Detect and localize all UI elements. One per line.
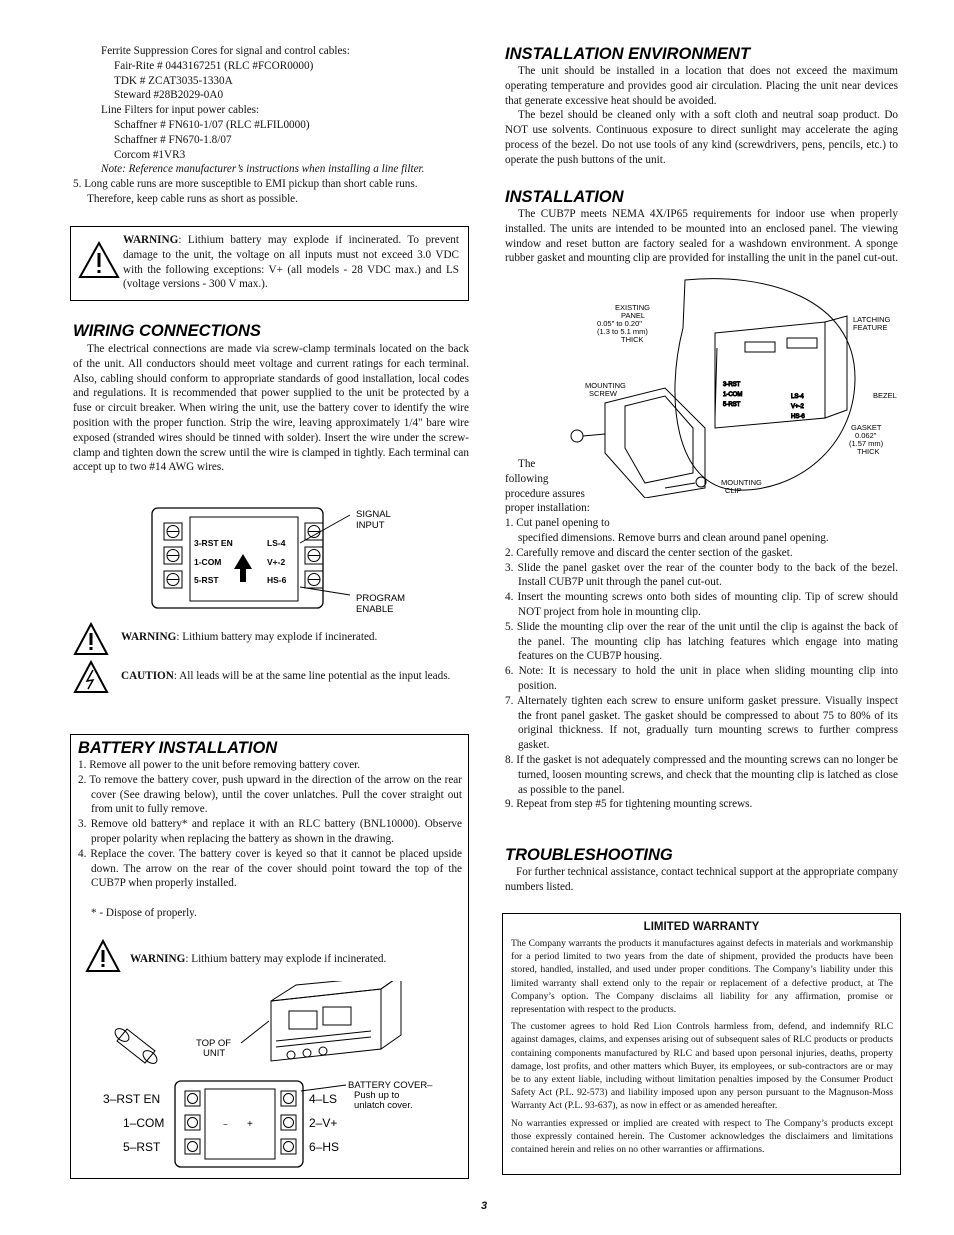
- svg-text:LS-4: LS-4: [791, 394, 804, 400]
- line-filter-header: Line Filters for input power cables:: [101, 104, 260, 117]
- intro-line: The: [518, 458, 536, 470]
- existing-panel-label: (1.3 to 5.1 mm): [597, 327, 648, 336]
- mounting-clip-label: CLIP: [725, 486, 742, 495]
- ferrite-item: TDK # ZCAT3035-1330A: [114, 74, 233, 87]
- battery-step: 3. Remove old battery* and replace it with an RLC battery (BNL10000). Observe proper polarity when replacing the battery as shown in the drawing.: [78, 818, 462, 845]
- environment-p2: The bezel should be cleaned only with a soft cloth and neutral soap product. Do NOT use solvents. Continuous exposure to direct sunlight may accelerate the aging process of the bezel. Do not use tools of any kind (screwdrivers, pens, pencils, etc.) to operate the push buttons of the unit.: [505, 109, 898, 166]
- intro-line: procedure assures: [505, 487, 585, 500]
- gasket-label: (1.57 mm): [849, 439, 884, 448]
- battery-step: 2. To remove the battery cover, push upward in the direction of the arrow on the rear cover (See drawing below), until the cover unlatches. Pull the cover straight out from unit to fully remove.: [78, 773, 462, 816]
- line-filter-item: Corcom #1VR3: [114, 148, 186, 161]
- warning-triangle-icon: [78, 241, 120, 279]
- wiring-body: The electrical connections are made via screw-clamp terminals located on the back of the unit. All conductors should meet voltage and current ratings for each terminal. Also, cabling should conform to appropriate standards of good installation, local codes and regulations. It is recommended that power supplied to the unit be protected by a fuse or circuit breaker. When wiring the unit, use the battery cover to identify the wire position with the proper function. Strip the wire, leaving approximately 1/4" bare wire exposed (stranded wires should be tinned with solder). Insert the wire under the screw-clamp and tighten down the screw until the wire is clamped in tightly. Each terminal can accept up to two #14 AWG wires.: [73, 343, 469, 474]
- limited-warranty-box: [502, 913, 901, 1175]
- battery-term-label: 6–HS: [309, 1140, 340, 1154]
- bezel-label: BEZEL: [873, 391, 897, 400]
- svg-text:V+-2: V+-2: [791, 404, 804, 410]
- svg-text:1-COM: 1-COM: [723, 392, 743, 398]
- warning-box: [70, 226, 469, 301]
- installation-step: 9. Repeat from step #5 for tightening mounting screws.: [505, 798, 753, 811]
- svg-text:5-RST: 5-RST: [723, 402, 741, 408]
- caution-text: : All leads will be at the same line potential as the input leads.: [173, 670, 451, 682]
- gasket-label: GASKET: [851, 423, 882, 432]
- installation-step: 2. Carefully remove and discard the center section of the gasket.: [505, 546, 793, 559]
- warning-label: WARNING: [121, 631, 177, 643]
- wiring-diagram: [150, 505, 420, 620]
- top-of-unit-label: UNIT: [203, 1048, 226, 1059]
- warning-triangle-icon: [73, 622, 109, 656]
- existing-panel-label: THICK: [621, 335, 644, 344]
- intro-line: following: [505, 472, 549, 485]
- existing-panel-label: EXISTING: [615, 303, 651, 312]
- environment-p1: The unit should be installed in a location that does not exceed the maximum operating temperature and provides good air circulation. Placing the unit near devices that generate excessive heat should be avoided.: [505, 65, 898, 107]
- battery-cover-label: unlatch cover.: [354, 1100, 413, 1111]
- warning-triangle-icon: [85, 939, 121, 973]
- battery-footnote: * - Dispose of properly.: [91, 907, 197, 920]
- troubleshooting-body: For further technical assistance, contact technical support at the appropriate company numbers listed.: [505, 866, 898, 893]
- existing-panel-label: PANEL: [621, 311, 646, 320]
- page-number: 3: [481, 1200, 488, 1212]
- mounting-screw-label: MOUNTING: [585, 381, 626, 390]
- warning-label: WARNING: [130, 953, 186, 965]
- mounting-screw-label: SCREW: [589, 389, 617, 398]
- line-filter-item: Schaffner # FN610-1/07 (RLC #LFIL0000): [114, 118, 310, 131]
- battery-term-label: 5–RST: [123, 1140, 161, 1154]
- svg-text:3-RST: 3-RST: [723, 382, 741, 388]
- svg-text:HS-6: HS-6: [791, 414, 805, 420]
- arrow-up-icon: [234, 554, 252, 582]
- battery-term-label: 4–LS: [309, 1092, 338, 1106]
- warning-label: WARNING: [123, 234, 179, 246]
- installation-step-1-cont: specified dimensions. Remove burrs and clean around panel opening.: [518, 532, 829, 544]
- wiring-caution: [121, 669, 469, 684]
- wiring-label-hs-6: HS-6: [267, 575, 287, 585]
- signal-input-callout: INPUT: [356, 520, 385, 531]
- ferrite-item: Fair-Rite # 0443167251 (RLC #FCOR0000): [114, 59, 314, 72]
- troubleshooting-heading: TROUBLESHOOTING: [505, 846, 673, 864]
- environment-heading: INSTALLATION ENVIRONMENT: [505, 45, 751, 63]
- battery-cover-label: BATTERY COVER–: [348, 1080, 433, 1091]
- installation-step: 7. Alternately tighten each screw to ensure uniform gasket pressure. Visually inspect the front panel gasket. The gasket should be compressed to about 75 to 80% of its original thickness. If not, gradually turn mounting screws to further compress gasket.: [505, 694, 898, 752]
- mounting-clip-label: MOUNTING: [721, 478, 762, 487]
- battery-step: 4. Replace the cover. The battery cover is keyed so that it cannot be placed upside down. The arrow on the rear of the cover should point toward the top of the CUB7P when properly installed.: [78, 847, 462, 890]
- installation-step: 8. If the gasket is not adequately compressed and the mounting screws can no longer be turned, loosen mounting screws, and check that the mounting clip is latched as close as possible to the panel.: [505, 753, 898, 796]
- polarity-minus-icon: −: [223, 1120, 228, 1129]
- top-of-unit-label: TOP OF: [196, 1038, 232, 1049]
- installation-p1: The CUB7P meets NEMA 4X/IP65 requirements for indoor use when properly installed. The units are intended to be mounted into an enclosed panel. The viewing window and reset button are factory sealed for a washdown environment. A sponge rubber gasket and mounting clip are provided for installing the unit in the panel cut-out.: [505, 208, 899, 265]
- intro-line: proper installation:: [505, 502, 590, 515]
- existing-panel-label: 0.05" to 0.20": [597, 319, 642, 328]
- program-enable-callout: PROGRAM: [356, 593, 406, 604]
- wiring-label-v-2: V+-2: [267, 557, 286, 567]
- installation-section: [505, 187, 898, 266]
- program-enable-callout: ENABLE: [356, 604, 394, 615]
- wiring-warning: [121, 630, 469, 645]
- warning-box-text: [123, 233, 459, 292]
- warranty-p2: The customer agrees to hold Red Lion Controls harmless from, defend, and indemnify RLC against damages, claims, and expenses arising out of subsequent sales of RLC products or products containing components manufactured by RLC and based upon personal injuries, deaths, property damage, lost profits, and other matters which Buyer, its employees, or sub-contractors are or may be to any extent liable, including without limitation penalties imposed by the Consumer Product Safety Act (P.L. 92-573) and liability imposed upon any person pursuant to the Magnuson-Moss Warranty Act (P.L. 93-637), as now in effect or as amended hereafter.: [511, 1021, 893, 1112]
- polarity-plus-icon: +: [247, 1119, 253, 1130]
- line-filter-note: Note: Reference manufacturer’s instructions when installing a line filter.: [101, 163, 425, 176]
- wiring-heading: WIRING CONNECTIONS: [73, 322, 261, 340]
- gasket-label: 0.062": [855, 431, 877, 440]
- ferrite-item: Steward #28B2029-0A0: [114, 89, 224, 102]
- installation-step-1: 1. Cut panel opening to: [505, 517, 610, 530]
- installation-step: 6. Note: It is necessary to hold the unit in place when sliding mounting clip into position.: [505, 665, 898, 692]
- battery-term-label: 3–RST EN: [103, 1092, 161, 1106]
- battery-installation-box: [70, 734, 469, 1179]
- item-5-line-2: Therefore, keep cable runs as short as possible.: [87, 192, 298, 205]
- signal-input-callout: SIGNAL: [356, 509, 391, 520]
- gasket-label: THICK: [857, 447, 880, 456]
- warranty-title: LIMITED WARRANTY: [643, 921, 760, 933]
- installation-step: 5. Slide the mounting clip over the rear of the unit until the clip is against the back of the panel. The mounting clip has latching features which engage into mating features on the CUB7P housing.: [505, 620, 898, 663]
- wiring-label-1-com: 1-COM: [194, 557, 222, 567]
- battery-heading: BATTERY INSTALLATION: [78, 739, 278, 757]
- troubleshooting-section: [505, 845, 898, 895]
- installation-step: 3. Slide the panel gasket over the rear of the counter body to the back of the bezel. Install CUB7P unit through the panel cut-out.: [505, 561, 898, 589]
- latching-feature-label: FEATURE: [853, 323, 888, 332]
- battery-term-label: 1–COM: [123, 1116, 165, 1130]
- battery-diagram: [101, 981, 463, 1175]
- electric-shock-icon: [73, 660, 109, 694]
- installation-intro: [505, 457, 645, 531]
- warranty-p1: The Company warrants the products it manufactures against defects in materials and workmanship for a period limited to two years from the date of shipment, provided the products have been stored, handled, installed, and used under proper conditions. The Company’s liability under this limited warranty shall extend only to the repair or replacement of a defective product, at The Company’s option. The Company disclaims all liability for any affirmation, promise or representation with respect to the products.: [511, 938, 893, 1016]
- battery-warning: [130, 952, 460, 967]
- wiring-section: [73, 321, 469, 475]
- warning-text: : Lithium battery may explode if incinerated.: [185, 953, 387, 965]
- latching-feature-label: LATCHING: [853, 315, 891, 324]
- ferrite-header: Ferrite Suppression Cores for signal and control cables:: [101, 45, 350, 57]
- wiring-label-ls-4: LS-4: [267, 538, 286, 548]
- environment-section: [505, 44, 898, 168]
- wiring-label-5-rst: 5-RST: [194, 575, 219, 585]
- caution-label: CAUTION: [121, 670, 174, 682]
- warning-body: : Lithium battery may explode if incinerated. To prevent damage to the unit, the voltage on all inputs must not exceed 3.0 VDC with the following exceptions: V+ (all models - 28 VDC max.) and LS (voltage versions - 300 V max.).: [123, 234, 459, 291]
- warranty-p3: No warranties expressed or implied are created with respect to The Company’s products except those expressly contained herein. The Customer acknowledges the disclaimers and limitations contained herein and relies on no other warranties or affirmations.: [511, 1117, 893, 1156]
- suppression-section: [73, 44, 473, 207]
- warning-text: : Lithium battery may explode if incinerated.: [176, 631, 378, 643]
- installation-heading: INSTALLATION: [505, 188, 624, 206]
- installation-steps: [505, 531, 898, 812]
- installation-step: 4. Insert the mounting screws onto both sides of mounting clip. Tip of screw should NOT project from hole in mounting clip.: [505, 591, 898, 618]
- battery-step: 1. Remove all power to the unit before removing battery cover.: [78, 759, 361, 771]
- battery-term-label: 2–V+: [309, 1116, 338, 1130]
- line-filter-item: Schaffner # FN670-1.8/07: [114, 133, 232, 146]
- wiring-label-3-rst-en: 3-RST EN: [194, 538, 233, 548]
- item-5-line-1: 5. Long cable runs are more susceptible to EMI pickup than short cable runs.: [73, 178, 418, 191]
- battery-cover-label: Push up to: [354, 1090, 400, 1101]
